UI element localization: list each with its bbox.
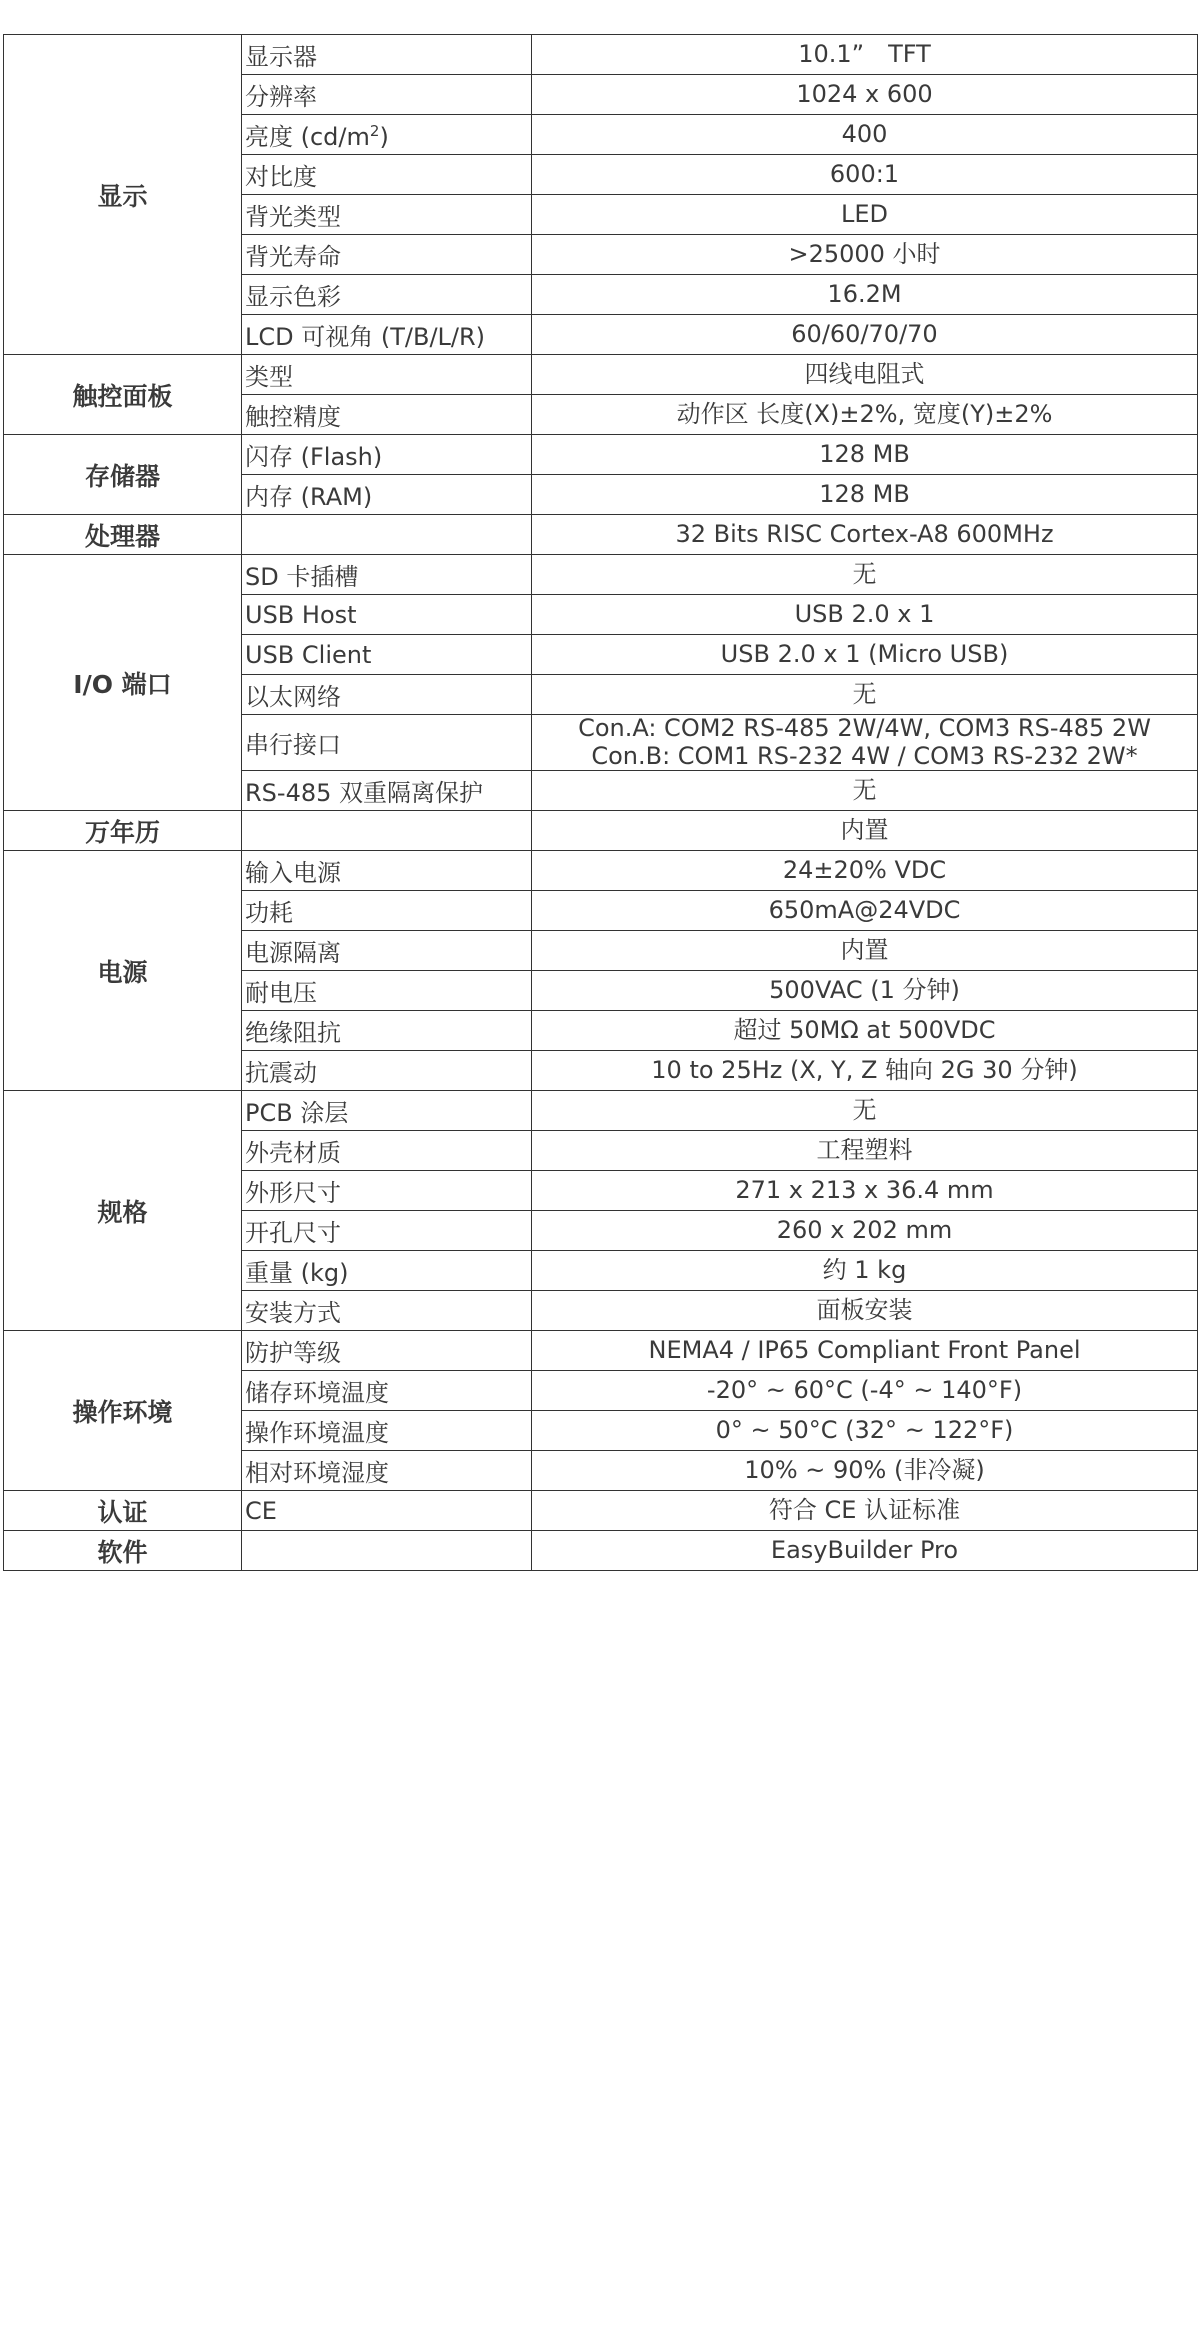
value-cell — [532, 1371, 1198, 1411]
value-text: 10 to 25Hz (X, Y, Z 轴向 2G 30 分钟) — [651, 1055, 1078, 1084]
value-cell — [532, 1131, 1198, 1171]
item-cell — [242, 1171, 532, 1211]
value-cell — [532, 971, 1198, 1011]
spec-row — [4, 1491, 1198, 1531]
value-cell — [532, 635, 1198, 675]
item-cell — [242, 1291, 532, 1331]
item-cell — [242, 971, 532, 1011]
spec-row — [4, 1531, 1198, 1571]
value-text: NEMA4 / IP65 Compliant Front Panel — [648, 1335, 1081, 1364]
value-text: >25000 小时 — [788, 239, 941, 268]
item-label: LCD 可视角 (T/B/L/R) — [245, 323, 486, 351]
value-text: 271 x 213 x 36.4 mm — [735, 1175, 994, 1204]
value-text: 工程塑料 — [816, 1135, 913, 1164]
item-cell — [242, 851, 532, 891]
value-text: 四线电阻式 — [804, 359, 925, 388]
item-cell — [242, 1451, 532, 1491]
value-text: LED — [840, 199, 888, 228]
category-cell: 电源 — [4, 851, 242, 1091]
item-cell — [242, 1091, 532, 1131]
value-text: 无 — [852, 559, 877, 588]
item-label-tail: ) — [379, 123, 389, 151]
value-cell — [532, 395, 1198, 435]
value-cell — [532, 771, 1198, 811]
category-cell: 存储器 — [4, 435, 242, 515]
spec-row — [4, 555, 1198, 595]
item-label: 显示器 — [245, 43, 317, 71]
item-cell — [242, 1371, 532, 1411]
spec-table — [3, 34, 1198, 1571]
spec-row — [4, 811, 1198, 851]
item-label: PCB 涂层 — [245, 1099, 349, 1128]
value-text: 260 x 202 mm — [776, 1215, 953, 1244]
spec-table-body — [4, 35, 1198, 1571]
value-cell — [532, 1251, 1198, 1291]
value-cell — [532, 315, 1198, 355]
spec-row — [4, 851, 1198, 891]
item-cell — [242, 115, 532, 155]
category-cell: 规格 — [4, 1091, 242, 1331]
item-cell — [242, 771, 532, 811]
item-cell — [242, 75, 532, 115]
value-cell — [532, 851, 1198, 891]
value-cell — [532, 1091, 1198, 1131]
item-label: CE — [245, 1496, 277, 1525]
item-label: 类型 — [245, 363, 293, 391]
value-text: 128 MB — [819, 439, 910, 468]
value-cell — [532, 1291, 1198, 1331]
value-cell — [532, 675, 1198, 715]
category-cell: 认证 — [4, 1491, 242, 1531]
value-text: 24±20% VDC — [782, 855, 947, 884]
value-text: 10.1” TFT — [798, 39, 931, 68]
item-cell — [242, 155, 532, 195]
item-label: 外壳材质 — [245, 1139, 341, 1168]
item-cell — [242, 1051, 532, 1091]
spec-row — [4, 1331, 1198, 1371]
value-cell — [532, 1171, 1198, 1211]
item-cell — [242, 1211, 532, 1251]
value-text: USB 2.0 x 1 — [794, 599, 935, 628]
item-label: 功耗 — [245, 899, 293, 928]
spec-row — [4, 1091, 1198, 1131]
value-cell — [532, 515, 1198, 555]
value-text: 16.2M — [827, 279, 902, 308]
value-cell — [532, 595, 1198, 635]
item-label: 闪存 (Flash) — [245, 443, 383, 471]
item-cell — [242, 1411, 532, 1451]
item-cell — [242, 635, 532, 675]
value-cell — [532, 1051, 1198, 1091]
value-cell — [532, 155, 1198, 195]
item-cell — [242, 1331, 532, 1371]
item-cell — [242, 435, 532, 475]
item-label: 耐电压 — [245, 979, 317, 1008]
item-cell — [242, 395, 532, 435]
item-label: RS-485 双重隔离保护 — [245, 779, 484, 808]
item-cell — [242, 811, 532, 851]
spec-row — [4, 435, 1198, 475]
category-cell: 处理器 — [4, 515, 242, 555]
item-label: 显示色彩 — [245, 283, 341, 311]
item-cell — [242, 235, 532, 275]
value-text: 400 — [841, 119, 888, 148]
item-cell — [242, 595, 532, 635]
item-cell — [242, 675, 532, 715]
item-label: 电源隔离 — [245, 939, 341, 968]
category-cell: 触控面板 — [4, 355, 242, 435]
item-cell — [242, 931, 532, 971]
item-label: 对比度 — [245, 163, 317, 191]
value-text: USB 2.0 x 1 (Micro USB) — [720, 639, 1009, 668]
item-cell — [242, 555, 532, 595]
value-text: 内置 — [840, 935, 889, 964]
value-cell — [532, 75, 1198, 115]
item-cell — [242, 1011, 532, 1051]
item-label: 重量 (kg) — [245, 1259, 349, 1288]
value-text: 内置 — [840, 815, 889, 844]
item-label: 触控精度 — [245, 403, 341, 431]
item-cell — [242, 1131, 532, 1171]
spec-row — [4, 355, 1198, 395]
item-cell — [242, 515, 532, 555]
item-label: USB Host — [245, 600, 357, 629]
item-cell — [242, 355, 532, 395]
category-cell: 万年历 — [4, 811, 242, 851]
item-cell — [242, 1491, 532, 1531]
item-label: 相对环境湿度 — [245, 1459, 389, 1488]
category-cell: 软件 — [4, 1531, 242, 1571]
item-label: 背光类型 — [245, 203, 341, 231]
item-label: 绝缘阻抗 — [245, 1019, 341, 1048]
value-text: 1024 x 600 — [796, 79, 933, 108]
value-text: 10% ~ 90% (非冷凝) — [744, 1455, 985, 1484]
value-text: 动作区 长度(X)±2%, 宽度(Y)±2% — [676, 399, 1053, 428]
item-label: 外形尺寸 — [245, 1179, 341, 1208]
item-label: 输入电源 — [245, 859, 341, 888]
item-cell — [242, 315, 532, 355]
value-cell — [532, 891, 1198, 931]
item-label: 以太网络 — [245, 683, 341, 711]
value-text: 符合 CE 认证标准 — [768, 1495, 961, 1524]
value-cell — [532, 435, 1198, 475]
value-cell — [532, 475, 1198, 515]
item-cell — [242, 891, 532, 931]
item-cell — [242, 715, 532, 771]
item-label: 储存环境温度 — [245, 1379, 389, 1408]
value-text: 650mA@24VDC — [768, 895, 961, 924]
value-text: 约 1 kg — [822, 1255, 907, 1284]
value-text: 超过 50MΩ at 500VDC — [733, 1015, 996, 1044]
value-text: 无 — [852, 679, 877, 708]
item-cell — [242, 195, 532, 235]
value-cell — [532, 235, 1198, 275]
value-cell — [532, 1211, 1198, 1251]
value-text: EasyBuilder Pro — [770, 1535, 959, 1564]
category-cell: I/O 端口 — [4, 555, 242, 811]
value-cell — [532, 1491, 1198, 1531]
item-label: 防护等级 — [245, 1339, 341, 1368]
item-label: 分辨率 — [245, 83, 317, 111]
item-cell — [242, 275, 532, 315]
value-cell — [532, 1451, 1198, 1491]
value-text: 600:1 — [829, 159, 900, 188]
value-cell — [532, 1531, 1198, 1571]
item-superscript: 2 — [369, 122, 380, 140]
item-label: 亮度 (cd/m — [245, 123, 370, 151]
item-cell — [242, 1251, 532, 1291]
value-text-line2: Con.B: COM1 RS-232 4W / COM3 RS-232 2W* — [591, 741, 1138, 770]
value-cell — [532, 115, 1198, 155]
value-cell — [532, 35, 1198, 75]
value-cell — [532, 195, 1198, 235]
value-cell — [532, 1011, 1198, 1051]
category-cell: 显示 — [4, 35, 242, 355]
value-cell — [532, 811, 1198, 851]
item-cell — [242, 475, 532, 515]
value-text: 32 Bits RISC Cortex-A8 600MHz — [675, 519, 1054, 548]
value-text: 128 MB — [819, 479, 910, 508]
item-label: 内存 (RAM) — [245, 483, 373, 511]
value-cell — [532, 931, 1198, 971]
spec-row — [4, 515, 1198, 555]
item-label: 串行接口 — [245, 731, 341, 760]
value-text: 无 — [852, 775, 877, 804]
category-cell: 操作环境 — [4, 1331, 242, 1491]
item-label: 操作环境温度 — [245, 1419, 389, 1448]
value-text: 60/60/70/70 — [791, 319, 938, 348]
value-cell — [532, 715, 1198, 771]
item-cell — [242, 35, 532, 75]
value-text: 0° ~ 50°C (32° ~ 122°F) — [715, 1415, 1014, 1444]
value-cell — [532, 275, 1198, 315]
item-cell — [242, 1531, 532, 1571]
value-cell — [532, 1411, 1198, 1451]
value-text: Con.A: COM2 RS-485 2W/4W, COM3 RS-485 2W — [578, 714, 1151, 742]
value-text: 面板安装 — [816, 1295, 913, 1324]
value-cell — [532, 1331, 1198, 1371]
item-label: 开孔尺寸 — [245, 1219, 341, 1248]
item-label: SD 卡插槽 — [245, 563, 359, 591]
item-label: 抗震动 — [245, 1059, 317, 1088]
value-text: 500VAC (1 分钟) — [769, 975, 960, 1004]
item-label: 安装方式 — [245, 1299, 341, 1328]
item-label: 背光寿命 — [245, 243, 341, 271]
value-text: -20° ~ 60°C (-4° ~ 140°F) — [706, 1375, 1023, 1404]
value-cell — [532, 555, 1198, 595]
value-text: 无 — [852, 1095, 877, 1124]
value-cell — [532, 355, 1198, 395]
spec-row — [4, 35, 1198, 75]
item-label: USB Client — [245, 640, 372, 669]
